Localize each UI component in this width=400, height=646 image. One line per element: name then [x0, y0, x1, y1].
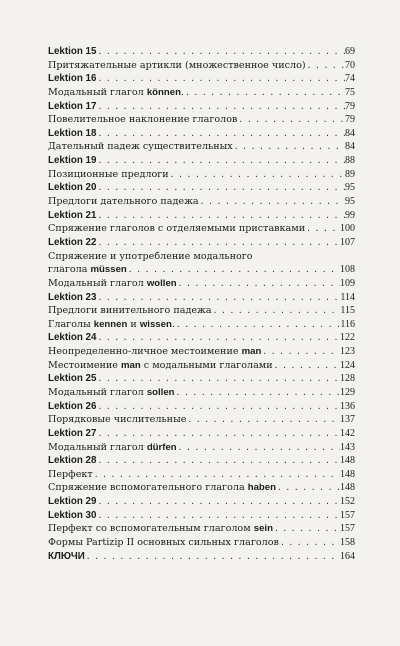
- page-number: 88: [345, 155, 355, 167]
- toc-entry-text: Lektion 29: [48, 496, 97, 508]
- dot-leader: [96, 454, 340, 468]
- toc-entry-text: Lektion 27: [48, 427, 97, 439]
- toc-entry-text: Повелительное наклонение глаголов: [48, 114, 238, 126]
- toc-lesson-entry: [48, 127, 355, 141]
- dot-leader: [96, 427, 340, 441]
- german-keyword: man: [241, 346, 262, 358]
- toc-topic-entry: [48, 277, 355, 291]
- german-keyword: dürfen: [146, 441, 177, 453]
- toc-entry-text: Перфект со вспомогательным глаголом: [48, 523, 254, 535]
- toc-entry-text: Спряжение вспомогательного глагола: [48, 482, 248, 494]
- toc-entry-text: и: [127, 318, 140, 330]
- dot-leader: [96, 495, 340, 509]
- page-number: 123: [340, 346, 355, 358]
- toc-topic-entry: [48, 113, 355, 127]
- toc-entry-title: [48, 318, 175, 332]
- dot-leader: [96, 372, 340, 386]
- toc-lesson-entry: [48, 154, 355, 168]
- toc-lesson-entry: [48, 372, 355, 386]
- toc-entry-text: Lektion 15: [48, 45, 97, 57]
- page-number: 107: [340, 236, 355, 248]
- dot-leader: [186, 413, 340, 427]
- page-number: 143: [340, 441, 355, 453]
- toc-entry-title: [48, 113, 237, 127]
- german-keyword: haben: [247, 482, 276, 494]
- dot-leader: [96, 100, 345, 114]
- toc-entry-text: Модальный глагол: [48, 441, 147, 453]
- toc-lesson-entry: [48, 331, 355, 345]
- toc-entry-title: [48, 386, 175, 400]
- toc-entry-title: [48, 481, 276, 495]
- toc-entry-title: [48, 59, 306, 73]
- page-number: 74: [345, 73, 355, 85]
- toc-entry-title-continuation: [48, 263, 355, 277]
- page-number: 84: [345, 141, 355, 153]
- toc-entry-title: [48, 304, 212, 318]
- toc-topic-entry: [48, 140, 355, 154]
- toc-entry-title: [48, 359, 273, 373]
- toc-topic-entry: [48, 386, 355, 400]
- toc-topic-entry: [48, 441, 355, 455]
- page-number: 108: [340, 264, 355, 276]
- dot-leader: [306, 59, 345, 73]
- toc-entry-text: Неопределенно-личное местоимение: [48, 346, 242, 358]
- toc-topic-entry: [48, 195, 355, 209]
- page-number: 148: [340, 455, 355, 467]
- toc-topic-entry: [48, 413, 355, 427]
- page-number: 99: [345, 209, 355, 221]
- page-number: 79: [345, 114, 355, 126]
- toc-lesson-entry: [48, 400, 355, 414]
- toc-entry-title: [48, 168, 169, 182]
- toc-lesson-entry: [48, 181, 355, 195]
- page-number: 95: [345, 182, 355, 194]
- toc-entry-text: Притяжательные артикли (множественное число): [48, 59, 306, 71]
- dot-leader: [96, 331, 340, 345]
- toc-entry-text: Lektion 23: [48, 291, 97, 303]
- dot-leader: [96, 400, 340, 414]
- toc-entry-text: Lektion 17: [48, 100, 97, 112]
- toc-entry-text: Lektion 18: [48, 127, 97, 139]
- toc-entry-title: [48, 181, 96, 195]
- dot-leader: [96, 209, 345, 223]
- toc-entry-text: .: [171, 318, 175, 330]
- page-number: 124: [340, 359, 355, 371]
- dot-leader: [175, 318, 340, 332]
- page-number: 164: [340, 550, 355, 562]
- toc-entry-title: [48, 468, 93, 482]
- toc-entry-title: [48, 400, 96, 414]
- toc-keys-entry: [48, 550, 355, 564]
- toc-entry-title: [48, 427, 96, 441]
- dot-leader: [96, 72, 345, 86]
- page-number: 100: [340, 223, 355, 235]
- toc-entry-title: [48, 345, 261, 359]
- toc-entry-title: [48, 441, 177, 455]
- german-keyword: können: [146, 86, 181, 98]
- german-keyword: man: [121, 359, 141, 371]
- page-number: 129: [340, 387, 355, 398]
- toc-topic-entry: [48, 168, 355, 182]
- page-number: 122: [340, 332, 355, 344]
- dot-leader: [96, 154, 345, 168]
- dot-leader: [96, 509, 340, 523]
- dot-leader: [93, 468, 340, 482]
- toc-entry-text: Lektion 30: [48, 509, 97, 521]
- page-number: 109: [340, 277, 355, 289]
- dot-leader: [85, 550, 340, 564]
- toc-entry-title: [48, 140, 233, 154]
- page-number: 157: [340, 523, 355, 535]
- toc-lesson-entry: [48, 45, 355, 59]
- page-number: 70: [345, 59, 355, 71]
- german-keyword: sollen: [146, 387, 175, 398]
- toc-entry-title: [48, 372, 96, 386]
- toc-entry-text: Модальный глагол: [48, 86, 147, 98]
- page-number: 89: [345, 168, 355, 180]
- toc-entry-title: [48, 236, 96, 250]
- toc-topic-entry: [48, 522, 355, 536]
- page-number: 114: [340, 291, 355, 303]
- page-number: 79: [345, 100, 355, 112]
- toc-topic-entry: [48, 304, 355, 318]
- dot-leader: [305, 222, 340, 236]
- toc-entry-text: Lektion 26: [48, 400, 97, 412]
- toc-lesson-entry: [48, 454, 355, 468]
- toc-entry-text: Формы Partizip II основных сильных глаголов: [48, 537, 279, 549]
- toc-entry-title: [48, 154, 96, 168]
- toc-entry-text: Позиционные предлоги: [48, 168, 169, 180]
- dot-leader: [127, 263, 340, 277]
- toc-entry-title: [48, 331, 96, 345]
- toc-entry-title: [48, 222, 305, 236]
- toc-entry-text: Lektion 19: [48, 155, 97, 167]
- toc-topic-entry: [48, 250, 355, 277]
- dot-leader: [177, 277, 340, 291]
- toc-entry-title: [48, 536, 279, 550]
- dot-leader: [96, 291, 340, 305]
- toc-entry-text: Предлоги дательного падежа: [48, 196, 199, 208]
- page-number: 95: [345, 196, 355, 208]
- dot-leader: [273, 359, 340, 373]
- toc-entry-text: Lektion 16: [48, 73, 97, 85]
- german-keyword: müssen: [90, 264, 127, 276]
- toc-entry-text: Модальный глагол: [48, 277, 147, 289]
- page-number: 157: [340, 509, 355, 521]
- page-number: 115: [340, 305, 355, 317]
- toc-entry-title: [48, 291, 96, 305]
- toc-entry-title-line: Спряжение и употребление модального: [48, 250, 253, 262]
- toc-entry-title: [48, 495, 96, 509]
- toc-entry-text: Порядковые числительные: [48, 414, 187, 426]
- page-number: 116: [340, 318, 355, 330]
- toc-topic-entry: [48, 345, 355, 359]
- toc-entry-title: [48, 413, 186, 427]
- dot-leader: [96, 45, 345, 59]
- toc-lesson-entry: [48, 72, 355, 86]
- toc-entry-title: [48, 509, 96, 523]
- toc-entry-text: Глаголы: [48, 318, 94, 330]
- dot-leader: [175, 386, 340, 400]
- toc-entry-text: Lektion 22: [48, 236, 97, 248]
- toc-entry-title: [48, 72, 96, 86]
- dot-leader: [199, 195, 345, 209]
- dot-leader: [184, 86, 345, 100]
- page-number: 75: [345, 86, 355, 98]
- toc-entry-text: Lektion 20: [48, 182, 97, 194]
- toc-entry-text: Lektion 24: [48, 332, 97, 344]
- toc-entry-text: Lektion 28: [48, 455, 97, 467]
- toc-topic-entry: [48, 359, 355, 373]
- dot-leader: [96, 181, 345, 195]
- toc-topic-entry: [48, 536, 355, 550]
- dot-leader: [169, 168, 345, 182]
- dot-leader: [177, 441, 340, 455]
- toc-entry-title: [48, 209, 96, 223]
- toc-lesson-entry: [48, 100, 355, 114]
- page-number: 84: [345, 127, 355, 139]
- toc-topic-entry: [48, 59, 355, 73]
- page-number: 148: [340, 482, 355, 494]
- toc-entry-text: Спряжение глаголов с отделяемыми приставками: [48, 223, 306, 235]
- german-keyword: sein: [253, 523, 273, 535]
- dot-leader: [261, 345, 340, 359]
- toc-topic-entry: [48, 86, 355, 100]
- toc-lesson-entry: [48, 509, 355, 523]
- toc-entry-text: с модальными глаголами: [140, 359, 273, 371]
- german-keyword: kennen: [93, 318, 128, 330]
- toc-entry-title: [48, 550, 85, 564]
- toc-entry-text: Модальный глагол: [48, 387, 147, 398]
- toc-entry-text: КЛЮЧИ: [48, 550, 85, 562]
- toc-lesson-entry: [48, 495, 355, 509]
- page-number: 136: [340, 400, 355, 412]
- dot-leader: [237, 113, 345, 127]
- toc-topic-entry: [48, 468, 355, 482]
- toc-entry-text: .: [180, 86, 184, 98]
- dot-leader: [212, 304, 341, 318]
- dot-leader: [276, 481, 340, 495]
- dot-leader: [279, 536, 340, 550]
- toc-lesson-entry: [48, 236, 355, 250]
- toc-entry-text: Lektion 21: [48, 209, 97, 221]
- page-number: 152: [340, 496, 355, 508]
- toc-entry-title: [48, 127, 96, 141]
- toc-entry-title: [48, 86, 184, 100]
- toc-entry-title: [48, 100, 96, 114]
- toc-entry-title: [48, 522, 273, 536]
- toc-topic-entry: [48, 482, 355, 496]
- toc-topic-entry: [48, 222, 355, 236]
- toc-entry-text: Lektion 25: [48, 373, 97, 385]
- toc-topic-entry: [48, 318, 355, 332]
- toc-lesson-entry: [48, 209, 355, 223]
- page-number: 137: [340, 414, 355, 426]
- toc-entry-title: [48, 454, 96, 468]
- toc-entry-title: [48, 45, 96, 59]
- page-number: 158: [340, 537, 355, 549]
- toc-entry-text: Местоимение: [48, 359, 122, 371]
- toc-entry-text: Предлоги винительного падежа: [48, 305, 212, 317]
- toc-entry-title: [48, 195, 199, 209]
- toc-entry-title: [48, 263, 127, 277]
- toc-entry-text: глагола: [48, 264, 91, 276]
- dot-leader: [233, 140, 345, 154]
- toc-entry-text: Дательный падеж существительных: [48, 141, 233, 153]
- toc-lesson-entry: [48, 427, 355, 441]
- page-number: 128: [340, 373, 355, 385]
- toc-entry-text: Перфект: [48, 468, 93, 480]
- table-of-contents: [48, 45, 355, 563]
- page-number: 148: [340, 468, 355, 480]
- toc-entry-title: [48, 277, 177, 291]
- german-keyword: wissen: [139, 318, 172, 330]
- dot-leader: [273, 522, 340, 536]
- toc-lesson-entry: [48, 291, 355, 305]
- dot-leader: [96, 236, 340, 250]
- dot-leader: [96, 127, 345, 141]
- german-keyword: wollen: [146, 277, 177, 289]
- page-number: 69: [345, 45, 355, 57]
- page-number: 142: [340, 427, 355, 439]
